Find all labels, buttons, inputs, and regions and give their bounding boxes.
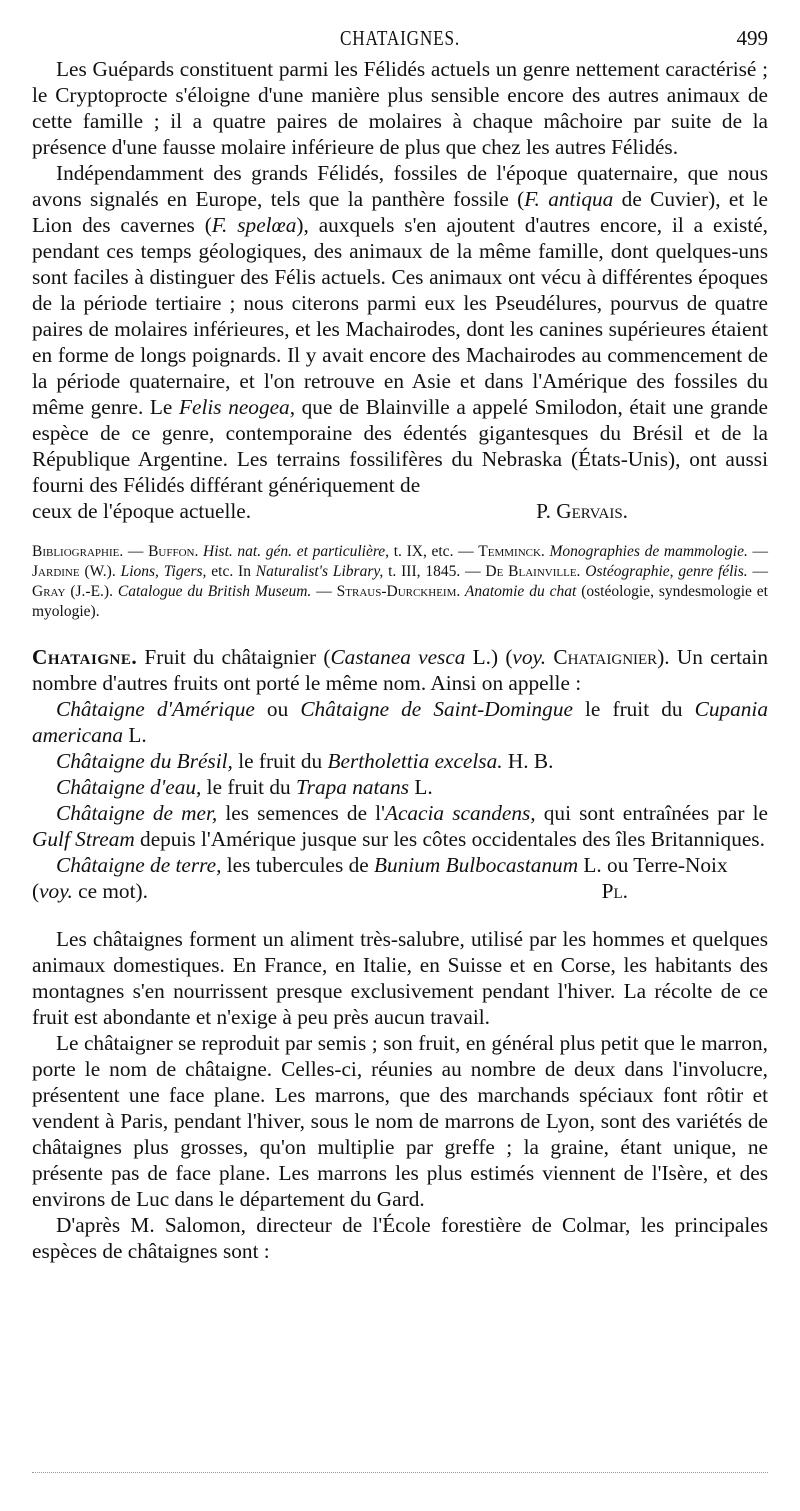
author-name: Temminck.: [478, 543, 545, 560]
section-chataignes: [32, 926, 768, 1264]
running-title: CHATAIGNES.: [339, 26, 461, 50]
entry-definition: [32, 644, 768, 696]
text-span: H. B.: [502, 749, 554, 773]
paragraph-fossil-felids: [32, 160, 768, 498]
species-name: F. spelœa: [211, 213, 297, 237]
work-title: Naturalist's Library,: [255, 563, 384, 580]
cross-ref-label: voy.: [512, 645, 547, 669]
text-span: L. ou Terre-Noix: [578, 853, 728, 877]
work-title: Hist. nat. gén. et particulière,: [198, 543, 390, 560]
species-name: Felis neogea: [178, 395, 290, 419]
work-title: Ostéographie, genre félis.: [580, 563, 748, 580]
entry-item-amerique: [32, 696, 768, 748]
author-name: Straus-Durckheim.: [336, 583, 461, 600]
text-span: (W.).: [79, 563, 121, 580]
paragraph-salomon: D'après M. Salomon, directeur de l'École forestière de Colmar, les principales espèces de châtaignes sont :: [32, 1213, 768, 1263]
author-name: Buffon.: [148, 543, 199, 560]
paragraph-closing-line: [32, 498, 768, 524]
closing-text: [32, 878, 148, 904]
entry-chataigne: [32, 644, 768, 904]
term: Châtaigne de Saint-Domingue: [300, 697, 573, 721]
footer-dotted-rule: [32, 1472, 768, 1473]
paragraph-guepards: Les Guépards constituent parmi les Félidés actuels un genre nettement caractérisé ; le Cryptoprocte s'éloigne d'une manière plus sensible encore des autres animaux de cette famille ; il a quatre paires de molaires à chaque mâchoire par suite de la présence d'une fausse molaire inférieure de plus que chez les autres Félidés.: [32, 57, 768, 159]
work-title: Catalogue du British Museum.: [117, 583, 312, 600]
text-span: (: [32, 879, 40, 903]
term: Châtaigne d'Amérique: [56, 697, 255, 721]
document-page: [32, 26, 768, 1264]
text-span: depuis l'Amérique jusque sur les côtes occidentales des îles Britanniques.: [134, 827, 765, 851]
author-signature: P. Gervais.: [536, 499, 628, 523]
text-span: —: [311, 583, 337, 600]
species-name: Castanea vesca: [330, 645, 466, 669]
closing-text: ceux de l'époque actuelle.: [32, 499, 252, 523]
text-span: t. III, 1845. —: [383, 563, 486, 580]
entry-headword: Chataigne.: [32, 645, 138, 669]
text-span: , que de Blainville a appelé Smilodon, était une grande espèce de ce genre, contemporaine des édentés gigantesques du Brésil et de la République Argentine. Les terrains fossilifères du Nebraska (États-Unis), ont aussi fourni des Félidés différant génériquement de: [32, 395, 768, 497]
term: Châtaigne de mer,: [56, 801, 218, 825]
entry-closing-line: [32, 878, 768, 904]
text-span: ), auxquels s'en ajoutent d'autres encore, il a existé, pendant ces temps géologiques, des animaux de la même famille, dont quelques-uns sont faciles à distinguer des Félis actuels. Ces animaux ont vécu à différentes époques de la période tertiaire ; nous citerons parmi eux les Pseudélures, pourvus de quatre paires de molaires inférieures, et les Machairodes, dont les canines supérieures étaient en forme de longs poignards. Il y avait encore des Machairodes au commencement de la période quaternaire, et l'on retrouve en Asie et dans l'Amérique des fossiles du même genre. Le: [32, 213, 768, 419]
species-name: Bertholettia excelsa.: [327, 749, 503, 773]
text-span: (J.-E.).: [65, 583, 118, 600]
term: Châtaigne du Brésil,: [56, 749, 233, 773]
text-span: le fruit du: [232, 749, 328, 773]
work-title: Anatomie du chat: [460, 583, 577, 600]
text-span: de Cuvier), et le Lion des cavernes (: [32, 187, 768, 237]
species-name: F. antiqua: [524, 187, 614, 211]
text-span: ce mot).: [72, 879, 148, 903]
term: Châtaigne de terre,: [56, 853, 222, 877]
species-name: Bunium Bulbocastanum: [374, 853, 579, 877]
page-number: 499: [736, 26, 768, 50]
species-name: Acacia scandens,: [384, 801, 536, 825]
text-span: ou: [254, 697, 301, 721]
bibliography: [32, 542, 768, 622]
text-span: —: [123, 543, 149, 560]
bibliography-label: Bibliographie.: [32, 543, 124, 560]
text-span: etc. In: [206, 563, 256, 580]
entry-item-mer: [32, 800, 768, 852]
author-signature: Pl.: [601, 879, 628, 903]
species-name: Cupania americana: [32, 697, 768, 747]
text-span: Fruit du châtaignier (: [137, 645, 331, 669]
text-span: L.: [123, 723, 147, 747]
cross-ref-target: Chataignier: [553, 645, 658, 669]
author-name: Gray: [32, 583, 66, 600]
species-name: Trapa natans: [295, 775, 410, 799]
paragraph-reproduction: Le châtaigner se reproduit par semis ; son fruit, en général plus petit que le marron, porte le nom de châtaigne. Celles-ci, réunies au nombre de deux dans l'involucre, présentent une face plane. Les marrons, que des marchands spéciaux font rôtir et vendent à Paris, pendant l'hiver, sous le nom de marrons de Lyon, sont des variétés de châtaignes plus grosses, qu'on multiplie par greffe ; la graine, étant unique, ne présente pas de face plane. Les marrons les plus estimés viennent de l'Isère, et des environs de Luc dans le département du Gard.: [32, 1031, 768, 1211]
text-span: Indépendamment des grands Félidés, fossiles de l'époque quaternaire, que nous avons signalés en Europe, tels que la panthère fossile (: [32, 161, 768, 211]
paragraph-aliment: Les châtaignes forment un aliment très-salubre, utilisé par les hommes et quelques animaux domestiques. En France, en Italie, en Suisse et en Corse, les habitants des montagnes s'en nourrissent presque exclusivement pendant l'hiver. La récolte de ce fruit est abondante et n'exige à peu près aucun travail.: [32, 927, 768, 1029]
page-header: [32, 26, 768, 56]
text-span: qui sont entraînées par le: [535, 801, 768, 825]
entry-item-terre: [32, 852, 768, 878]
text-span: —: [747, 563, 769, 580]
entry-item-bresil: [32, 748, 768, 774]
term: Châtaigne d'eau,: [56, 775, 202, 799]
text-span: le fruit du: [572, 697, 695, 721]
text-span: les tubercules de: [221, 853, 374, 877]
text-span: L.: [409, 775, 433, 799]
text-span: t. IX, etc. —: [389, 543, 479, 560]
place-name: Gulf Stream: [32, 827, 135, 851]
text-span: (ostéologie, syndesmologie et myologie).: [32, 583, 768, 620]
cross-ref-label: voy.: [39, 879, 73, 903]
entry-item-eau: [32, 774, 768, 800]
text-span: les semences de l': [217, 801, 385, 825]
text-span: ). Un certain nombre d'autres fruits ont porté le même nom. Ainsi on appelle :: [32, 645, 769, 695]
text-span: le fruit du: [201, 775, 296, 799]
text-span: L.) (: [465, 645, 513, 669]
text-span: —: [747, 543, 769, 560]
work-title: Lions, Tigers,: [120, 563, 207, 580]
author-name: Jardine: [32, 563, 80, 580]
work-title: Monographies de mammologie.: [544, 543, 748, 560]
author-name: De Blainville.: [485, 563, 581, 580]
